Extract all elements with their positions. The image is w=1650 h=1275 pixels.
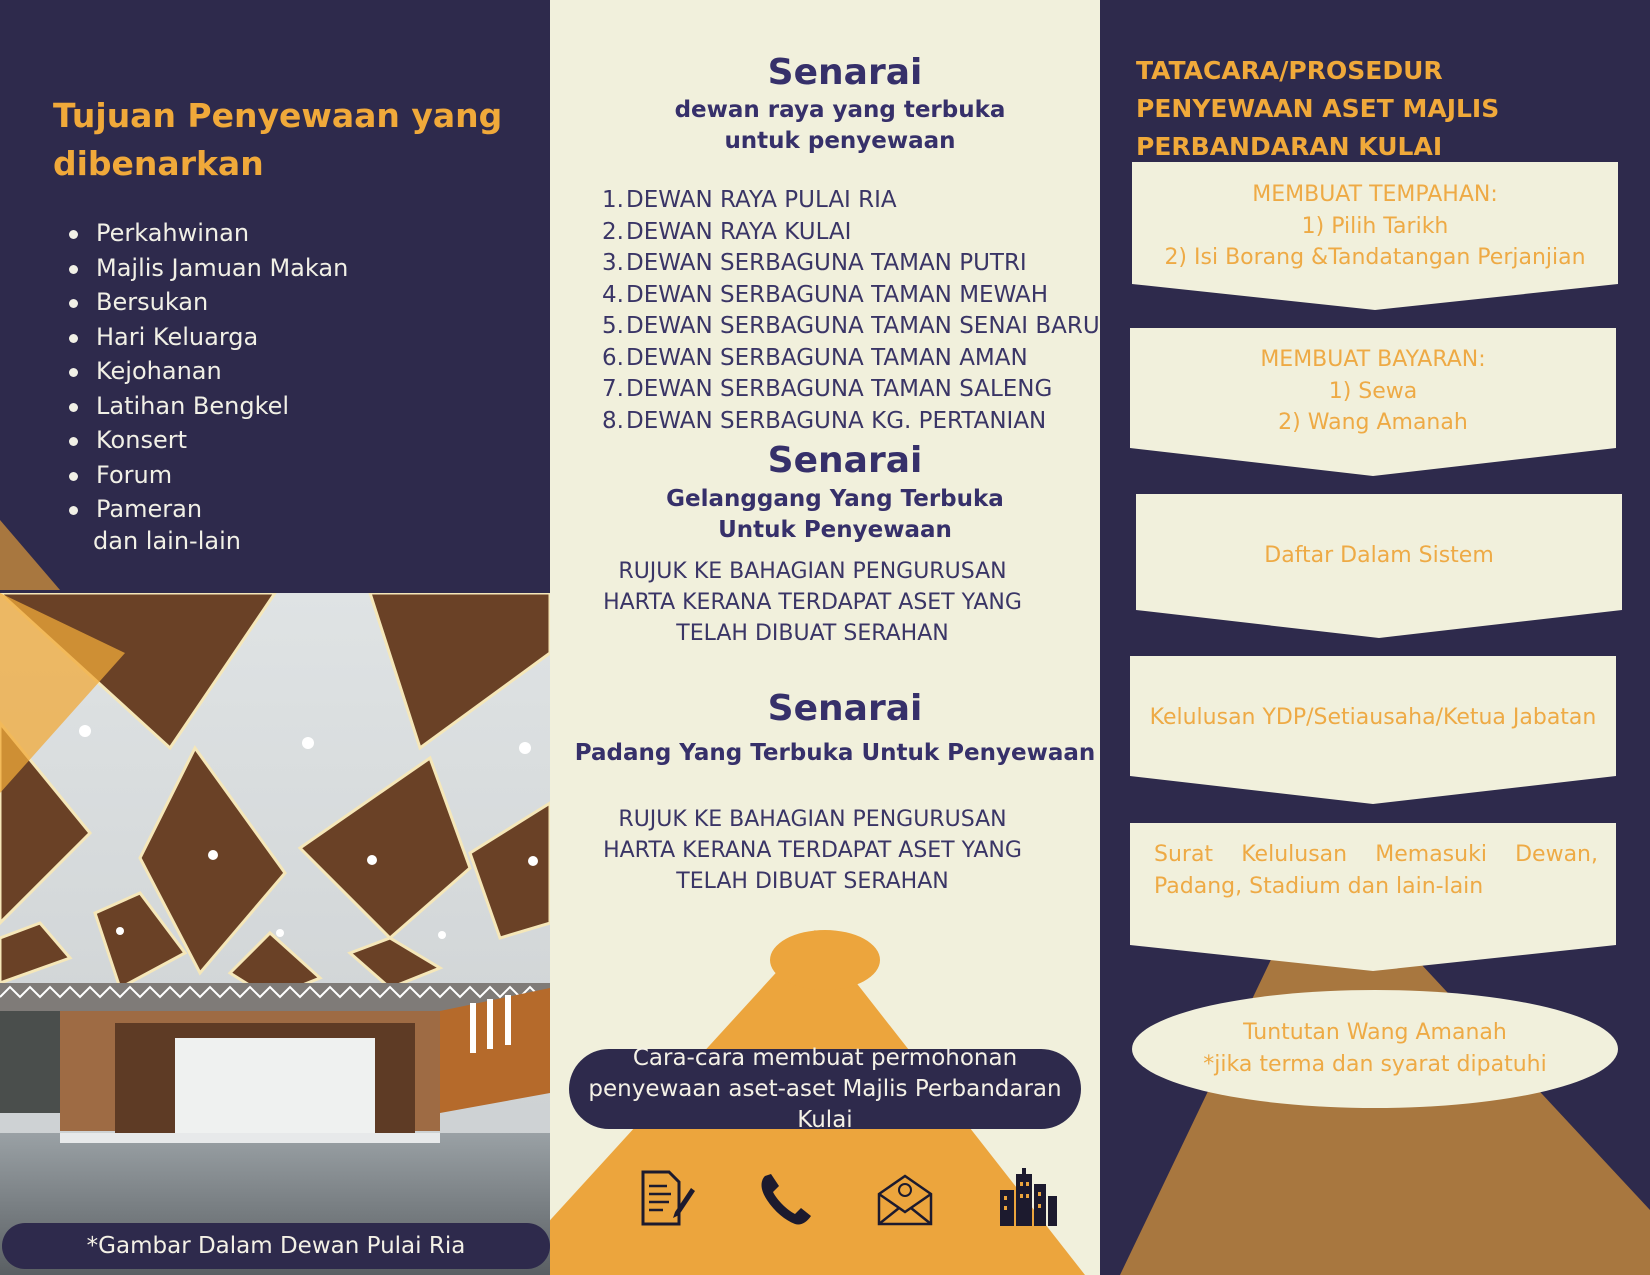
how-to-apply-text: Cara-cara membuat permohonan penyewaan aset-aset Majlis Perbandaran Kulai bbox=[588, 1044, 1062, 1133]
step-line: 1) Pilih Tarikh bbox=[1301, 213, 1449, 239]
hall-list-item bbox=[600, 248, 1100, 280]
list-number: 6. bbox=[602, 344, 624, 371]
hall-name: DEWAN SERBAGUNA TAMAN MEWAH bbox=[626, 281, 1049, 308]
hall-list-item bbox=[600, 343, 1100, 375]
step-line: *jika terma dan syarat dipatuhi bbox=[1203, 1051, 1547, 1077]
hall-name: DEWAN SERBAGUNA TAMAN PUTRI bbox=[626, 250, 1027, 276]
purpose-item: Perkahwinan bbox=[64, 216, 484, 251]
hall-list-item bbox=[600, 311, 1100, 343]
hall-name: DEWAN RAYA PULAI RIA bbox=[626, 187, 897, 213]
left-panel bbox=[0, 0, 550, 1275]
hall-list bbox=[600, 185, 1100, 437]
hall-list-item bbox=[600, 280, 1100, 312]
step-line: 2) Isi Borang &Tandatangan Perjanjian bbox=[1164, 245, 1586, 270]
purpose-item: Bersukan bbox=[64, 285, 484, 320]
list-number: 2. bbox=[602, 218, 624, 245]
section3-note: RUJUK KE BAHAGIAN PENGURUSAN HARTA KERANA TERDAPAT ASET YANG TELAH DIBUAT SERAHAN bbox=[603, 807, 1022, 894]
list-number: 4. bbox=[602, 281, 624, 308]
building-icon[interactable] bbox=[998, 1168, 1058, 1228]
hall-list-item bbox=[600, 406, 1100, 438]
purposes-extra: dan lain-lain bbox=[93, 527, 241, 555]
section3-subheading: Padang Yang Terbuka Untuk Penyewaan bbox=[574, 740, 1096, 766]
step-text: Surat Kelulusan Memasuki Dewan, Padang, Stadium dan lain-lain bbox=[1154, 842, 1598, 899]
purpose-item: Majlis Jamuan Makan bbox=[64, 251, 484, 286]
section3-heading: Senarai bbox=[767, 688, 923, 729]
procedure-step-5 bbox=[1130, 823, 1616, 971]
hall-interior-photo bbox=[0, 593, 550, 1275]
list-number: 3. bbox=[602, 250, 624, 276]
step-line: 2) Wang Amanah bbox=[1278, 410, 1468, 435]
step-text bbox=[1136, 540, 1622, 572]
hall-name: DEWAN SERBAGUNA TAMAN SENAI BARU bbox=[626, 313, 1100, 339]
purpose-item: Hari Keluarga bbox=[64, 320, 484, 355]
procedure-step-3 bbox=[1136, 494, 1622, 638]
step-text bbox=[1130, 344, 1616, 439]
step-line: MEMBUAT BAYARAN: bbox=[1260, 347, 1486, 372]
step-line: 1) Sewa bbox=[1328, 378, 1418, 404]
procedure-step-6 bbox=[1132, 990, 1618, 1108]
list-number: 1. bbox=[602, 187, 624, 213]
hall-name: DEWAN SERBAGUNA TAMAN AMAN bbox=[626, 344, 1028, 371]
purpose-item: Pameran bbox=[64, 492, 484, 527]
section2-heading: Senarai bbox=[767, 440, 923, 481]
section1-subheading: dewan raya yang terbuka untuk penyewaan bbox=[674, 97, 1006, 154]
step-line: MEMBUAT TEMPAHAN: bbox=[1252, 182, 1498, 207]
procedure-step-2 bbox=[1130, 328, 1616, 476]
form-pen-icon[interactable] bbox=[635, 1168, 695, 1228]
purposes-title: Tujuan Penyewaan yang dibenarkan bbox=[53, 96, 503, 183]
photo-caption: *Gambar Dalam Dewan Pulai Ria bbox=[2, 1223, 550, 1269]
step-line: Tuntutan Wang Amanah bbox=[1243, 1020, 1507, 1045]
section2-subheading: Gelanggang Yang Terbuka Untuk Penyewaan bbox=[666, 486, 1004, 543]
list-number: 7. bbox=[602, 376, 624, 402]
procedure-step-1 bbox=[1132, 162, 1618, 310]
hall-name: DEWAN SERBAGUNA KG. PERTANIAN bbox=[626, 407, 1047, 434]
procedure-step-4 bbox=[1130, 656, 1616, 804]
gold-accent-shape bbox=[0, 520, 140, 610]
step-text bbox=[1132, 1017, 1618, 1080]
section1-heading: Senarai bbox=[767, 52, 923, 93]
phone-icon[interactable] bbox=[755, 1168, 815, 1228]
list-number: 5. bbox=[602, 313, 624, 339]
section2-note: RUJUK KE BAHAGIAN PENGURUSAN HARTA KERANA TERDAPAT ASET YANG TELAH DIBUAT SERAHAN bbox=[603, 559, 1022, 646]
email-icon[interactable] bbox=[875, 1168, 935, 1228]
hall-name: DEWAN SERBAGUNA TAMAN SALENG bbox=[626, 376, 1053, 402]
hall-list-item bbox=[600, 217, 1100, 249]
purposes-list bbox=[64, 216, 484, 527]
purpose-item: Latihan Bengkel bbox=[64, 389, 484, 424]
middle-panel bbox=[550, 0, 1100, 1275]
purpose-item: Kejohanan bbox=[64, 354, 484, 389]
step-text bbox=[1130, 702, 1616, 734]
hall-name: DEWAN RAYA KULAI bbox=[626, 218, 852, 245]
procedure-title: TATACARA/PROSEDUR PENYEWAAN ASET MAJLIS PERBANDARAN KULAI bbox=[1136, 56, 1500, 161]
purpose-item: Forum bbox=[64, 458, 484, 493]
list-number: 8. bbox=[602, 407, 624, 434]
how-to-apply-banner bbox=[569, 1044, 1081, 1133]
right-panel bbox=[1100, 0, 1650, 1275]
hall-list-item bbox=[600, 185, 1100, 217]
step-line: Kelulusan YDP/Setiausaha/Ketua Jabatan bbox=[1149, 705, 1597, 730]
step-text bbox=[1132, 179, 1618, 274]
purpose-item: Konsert bbox=[64, 423, 484, 458]
hall-list-item bbox=[600, 374, 1100, 406]
step-line: Daftar Dalam Sistem bbox=[1264, 543, 1494, 568]
